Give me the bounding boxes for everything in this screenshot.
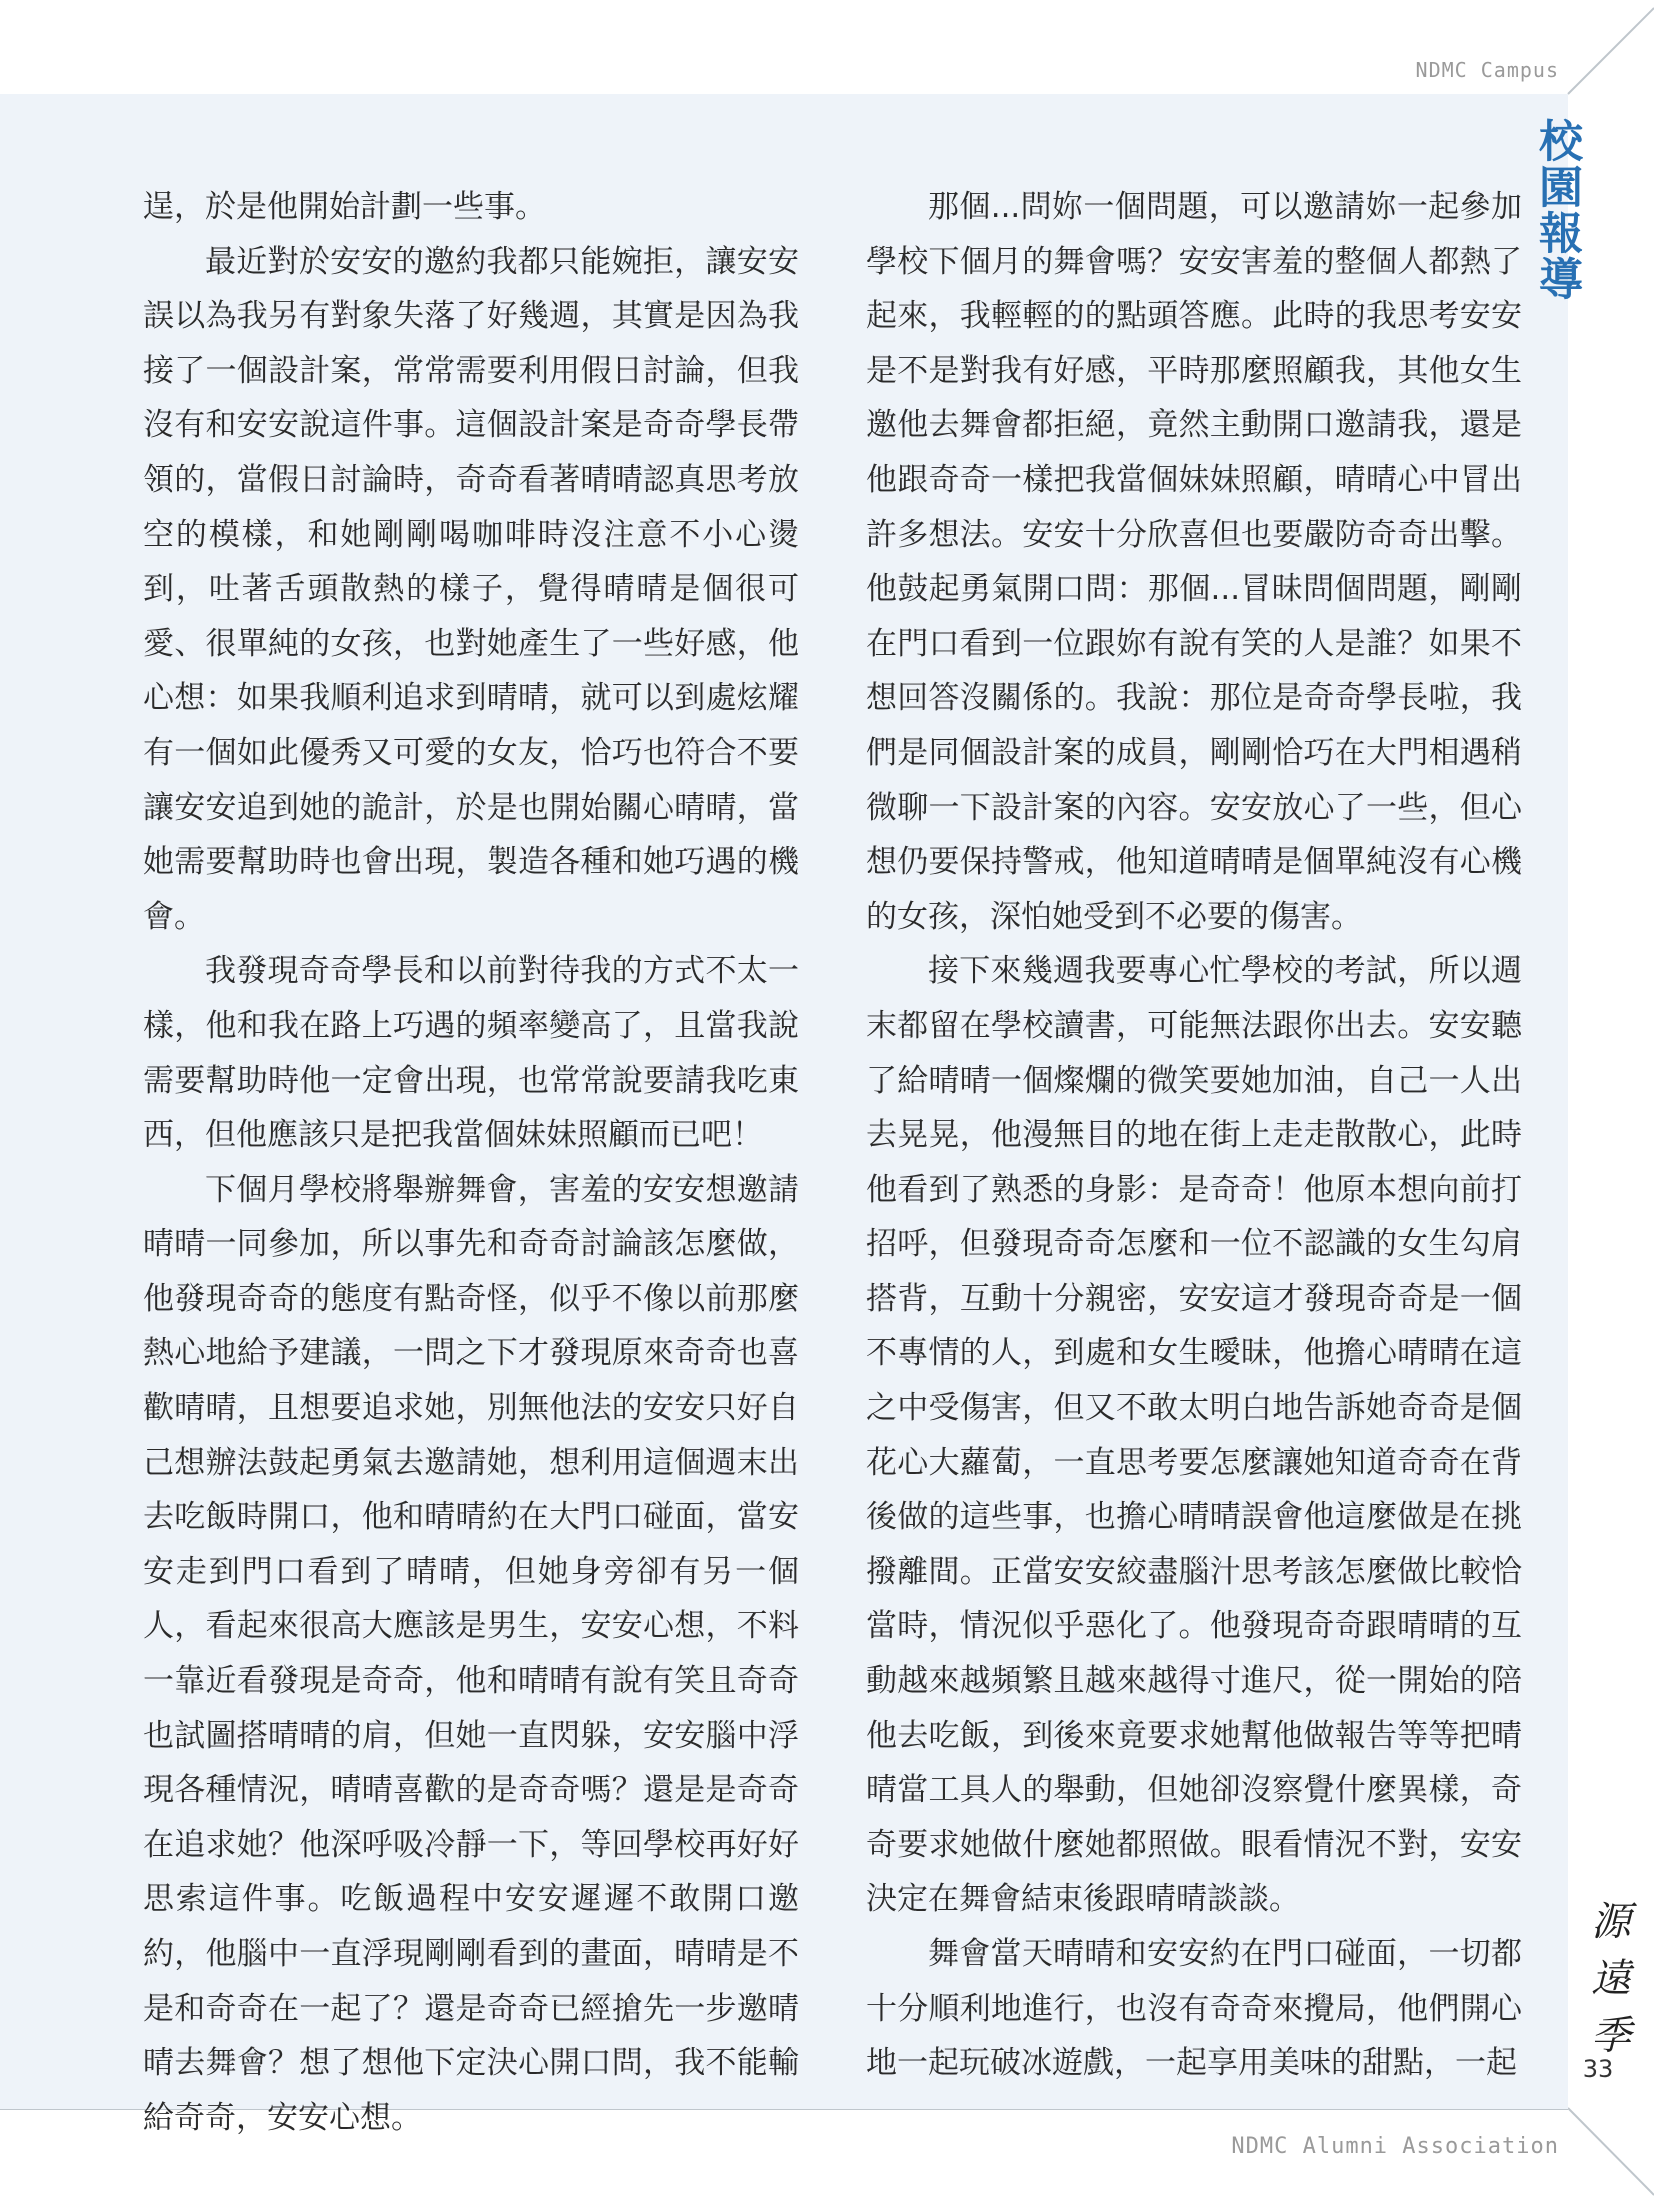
logo-char: 遠 — [1591, 1956, 1631, 2002]
page-number: 33 — [1582, 2055, 1614, 2083]
article-right-column — [866, 180, 1522, 2091]
top-corner-decoration — [1540, 0, 1654, 100]
logo-char: 源 — [1591, 1899, 1631, 1945]
paragraph: 最近對於安安的邀約我都只能婉拒，讓安安誤以為我另有對象失落了好幾週，其實是因為我接了一個設計案，常常需要利用假日討論，但我沒有和安安說這件事。這個設計案是奇奇學長帶領的，當假日討論時，奇奇看著晴晴認真思考放空的模樣，和她剛剛喝咖啡時沒注意不小心燙到，吐著舌頭散熱的樣子，覺得晴晴是個很可愛、很單純的女孩，也對她產生了一些好感，他心想：如果我順利追求到晴晴，就可以到處炫耀有一個如此優秀又可愛的女友，恰巧也符合不要讓安安追到她的詭計，於是也開始關心晴晴，當她需要幫助時也會出現，製造各種和她巧遇的機會。 — [143, 243, 799, 935]
paragraph: 接下來幾週我要專心忙學校的考試，所以週末都留在學校讀書，可能無法跟你出去。安安聽了給晴晴一個燦爛的微笑要她加油，自己一人出去晃晃，他漫無目的地在街上走走散散心，此時他看到了熟悉的身影：是奇奇！他原本想向前打招呼，但發現奇奇怎麼和一位不認識的女生勾肩搭背，互動十分親密，安安這才發現奇奇是一個不專情的人，到處和女生曖昧，他擔心晴晴在這之中受傷害，但又不敢太明白地告訴她奇奇是個花心大蘿蔔，一直思考要怎麼讓她知道奇奇在背後做的這些事，也擔心晴晴誤會他這麼做是在挑撥離間。正當安安絞盡腦汁思考該怎麼做比較恰當時，情況似乎惡化了。他發現奇奇跟晴晴的互動越來越頻繁且越來越得寸進尺，從一開始的陪他去吃飯，到後來竟要求她幫他做報告等等把晴晴當工具人的舉動，但她卻沒察覺什麼異樣，奇奇要求她做什麼她都照做。眼看情況不對，安安決定在舞會結束後跟晴晴談談。 — [866, 953, 1522, 1918]
paragraph: 逞，於是他開始計劃一些事。 — [143, 189, 546, 225]
footer-association: NDMC Alumni Association — [1231, 2134, 1559, 2159]
paragraph: 我發現奇奇學長和以前對待我的方式不太一樣，他和我在路上巧遇的頻率變高了，且當我說需要幫助時他一定會出現，也常常說要請我吃東西，但他應該只是把我當個妹妹照顧而已吧！ — [143, 953, 799, 1154]
journal-logo — [1568, 1890, 1654, 2059]
paragraph: 下個月學校將舉辦舞會，害羞的安安想邀請晴晴一同參加，所以事先和奇奇討論該怎麼做，他發現奇奇的態度有點奇怪，似乎不像以前那麼熱心地給予建議，一問之下才發現原來奇奇也喜歡晴晴，且想要追求她，別無他法的安安只好自己想辦法鼓起勇氣去邀請她，想利用這個週末出去吃飯時開口，他和晴晴約在大門口碰面，當安安走到門口看到了晴晴，但她身旁卻有另一個人，看起來很高大應該是男生，安安心想，不料一靠近看發現是奇奇，他和晴晴有說有笑且奇奇也試圖搭晴晴的肩，但她一直閃躲，安安腦中浮現各種情況，晴晴喜歡的是奇奇嗎？還是是奇奇在追求她？他深呼吸冷靜一下，等回學校再好好思索這件事。吃飯過程中安安遲遲不敢開口邀約，他腦中一直浮現剛剛看到的畫面，晴晴是不是和奇奇在一起了？還是奇奇已經搶先一步邀晴晴去舞會？想了想他下定決心開口問，我不能輸給奇奇，安安心想。 — [143, 1171, 799, 2136]
running-head: NDMC Campus — [1415, 58, 1559, 82]
section-title: 校園報導 — [1531, 118, 1582, 302]
paragraph: 舞會當天晴晴和安安約在門口碰面，一切都十分順利地進行，也沒有奇奇來攪局，他們開心地一起玩破冰遊戲，一起享用美味的甜點，一起 — [866, 1936, 1522, 2082]
article-left-column — [143, 180, 799, 2145]
paragraph: 那個...問妳一個問題，可以邀請妳一起參加學校下個月的舞會嗎？安安害羞的整個人都熱了起來，我輕輕的的點頭答應。此時的我思考安安是不是對我有好感，平時那麼照顧我，其他女生邀他去舞會都拒絕，竟然主動開口邀請我，還是他跟奇奇一樣把我當個妹妹照顧，晴晴心中冒出許多想法。安安十分欣喜但也要嚴防奇奇出擊。他鼓起勇氣開口問：那個...冒昧問個問題，剛剛在門口看到一位跟妳有說有笑的人是誰？如果不想回答沒關係的。我說：那位是奇奇學長啦，我們是同個設計案的成員，剛剛恰巧在大門相遇稍微聊一下設計案的內容。安安放心了一些，但心想仍要保持警戒，他知道晴晴是個單純沒有心機的女孩，深怕她受到不必要的傷害。 — [866, 189, 1522, 935]
logo-char: 季 — [1591, 2013, 1631, 2059]
